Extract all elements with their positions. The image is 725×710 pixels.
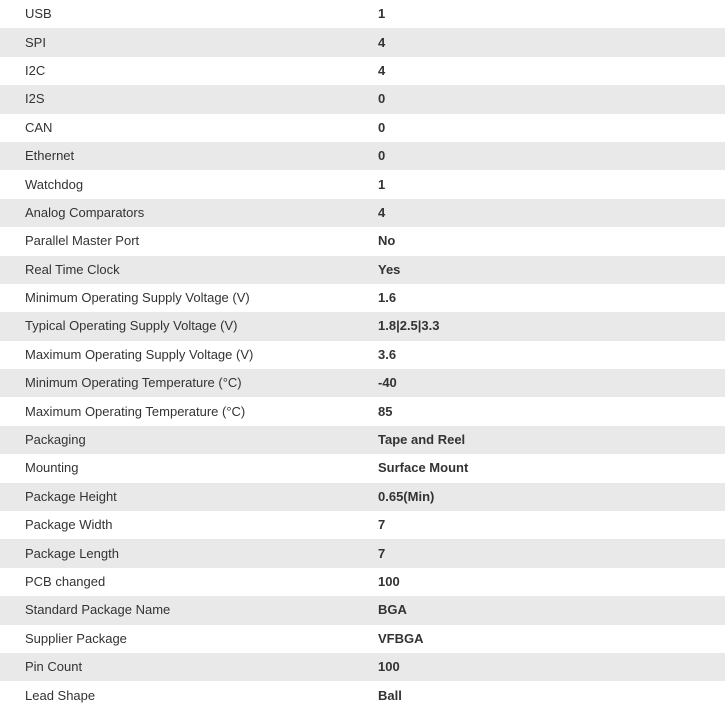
spec-label: Analog Comparators bbox=[25, 204, 145, 220]
spec-row-lead-shape bbox=[0, 681, 725, 709]
spec-value: 0 bbox=[378, 148, 386, 164]
spec-label: Real Time Clock bbox=[25, 261, 120, 277]
spec-label: Package Length bbox=[25, 545, 119, 561]
spec-label: USB bbox=[25, 6, 52, 22]
spec-label: SPI bbox=[25, 34, 46, 50]
spec-value: Yes bbox=[378, 261, 401, 277]
spec-value: Surface Mount bbox=[378, 460, 469, 476]
spec-row-real-time-clock bbox=[0, 256, 725, 284]
spec-value: 1.8|2.5|3.3 bbox=[378, 318, 440, 334]
spec-value: 1 bbox=[378, 176, 386, 192]
spec-row-mounting bbox=[0, 454, 725, 482]
spec-value: 7 bbox=[378, 517, 386, 533]
spec-value: 0 bbox=[378, 119, 386, 135]
spec-row-max-supply-voltage bbox=[0, 341, 725, 369]
spec-label: Package Height bbox=[25, 488, 117, 504]
spec-row-i2s bbox=[0, 85, 725, 113]
spec-label: I2S bbox=[25, 91, 45, 107]
spec-label: Standard Package Name bbox=[25, 602, 171, 618]
spec-row-i2c bbox=[0, 57, 725, 85]
spec-label: Maximum Operating Temperature (°C) bbox=[25, 403, 246, 419]
spec-row-supplier-package bbox=[0, 625, 725, 653]
spec-row-package-width bbox=[0, 511, 725, 539]
spec-row-usb bbox=[0, 0, 725, 28]
spec-row-ethernet bbox=[0, 142, 725, 170]
spec-value: 0 bbox=[378, 91, 386, 107]
spec-label: Packaging bbox=[25, 432, 86, 448]
spec-value: BGA bbox=[378, 602, 407, 618]
spec-row-pcb-changed bbox=[0, 568, 725, 596]
spec-row-parallel-master-port bbox=[0, 227, 725, 255]
spec-row-max-temperature bbox=[0, 397, 725, 425]
spec-value: Ball bbox=[378, 687, 402, 703]
spec-value: No bbox=[378, 233, 396, 249]
spec-row-analog-comparators bbox=[0, 199, 725, 227]
spec-value: 1 bbox=[378, 6, 386, 22]
spec-value: 0.65(Min) bbox=[378, 488, 435, 504]
spec-label: Typical Operating Supply Voltage (V) bbox=[25, 318, 238, 334]
spec-value: 4 bbox=[378, 204, 386, 220]
spec-label: CAN bbox=[25, 119, 53, 135]
spec-label: Watchdog bbox=[25, 176, 84, 192]
spec-value: 100 bbox=[378, 659, 400, 675]
spec-row-watchdog bbox=[0, 170, 725, 198]
spec-row-min-supply-voltage bbox=[0, 284, 725, 312]
spec-value: Tape and Reel bbox=[378, 432, 466, 448]
spec-row-package-length bbox=[0, 539, 725, 567]
spec-row-packaging bbox=[0, 426, 725, 454]
spec-label: I2C bbox=[25, 62, 46, 78]
spec-label: Supplier Package bbox=[25, 630, 127, 646]
spec-row-typ-supply-voltage bbox=[0, 312, 725, 340]
spec-value: 7 bbox=[378, 545, 386, 561]
spec-label: Minimum Operating Supply Voltage (V) bbox=[25, 290, 250, 306]
spec-row-pin-count bbox=[0, 653, 725, 681]
spec-label: Ethernet bbox=[25, 148, 75, 164]
spec-row-can bbox=[0, 114, 725, 142]
spec-label: Mounting bbox=[25, 460, 79, 476]
spec-label: Minimum Operating Temperature (°C) bbox=[25, 375, 242, 391]
spec-row-standard-package-name bbox=[0, 596, 725, 624]
spec-label: Maximum Operating Supply Voltage (V) bbox=[25, 346, 254, 362]
spec-value: -40 bbox=[378, 375, 397, 391]
spec-value: 4 bbox=[378, 62, 386, 78]
spec-row-spi bbox=[0, 28, 725, 56]
spec-value: 1.6 bbox=[378, 290, 397, 306]
spec-label: PCB changed bbox=[25, 574, 106, 589]
spec-label: Package Width bbox=[25, 517, 113, 533]
spec-label: Pin Count bbox=[25, 659, 83, 675]
spec-row-package-height bbox=[0, 483, 725, 511]
spec-label: Parallel Master Port bbox=[25, 233, 140, 249]
spec-value: 3.6 bbox=[378, 346, 397, 362]
spec-value: 100 bbox=[378, 574, 400, 589]
spec-label: Lead Shape bbox=[25, 687, 96, 703]
spec-value: 4 bbox=[378, 34, 386, 50]
spec-value: 85 bbox=[378, 403, 393, 419]
spec-value: VFBGA bbox=[378, 630, 424, 646]
spec-row-min-temperature bbox=[0, 369, 725, 397]
